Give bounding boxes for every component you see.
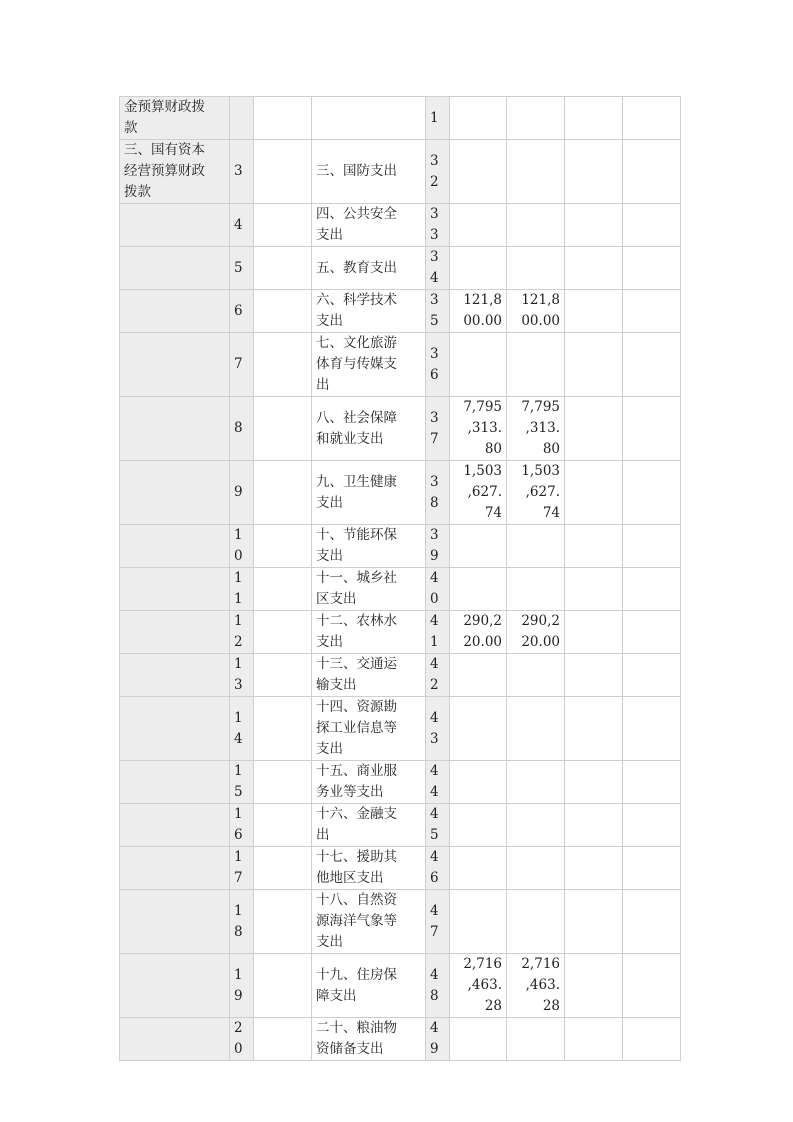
- amount-cell-1: [450, 140, 507, 204]
- line-number-cell: [230, 461, 254, 525]
- empty-cell: [565, 290, 623, 333]
- expense-item-cell: [312, 568, 426, 611]
- line-number-cell-2-text: 3 9: [430, 527, 439, 564]
- line-number-cell-2: [426, 247, 450, 290]
- expense-item-cell-text: 三、国防支出: [316, 163, 397, 179]
- line-number-cell-2-text: 4 4: [430, 763, 439, 800]
- line-number-cell-2: [426, 461, 450, 525]
- left-label-cell: [120, 847, 230, 890]
- expense-item-cell-text: 十八、自然资 源海洋气象等 支出: [316, 892, 397, 950]
- amount-cell-1: [450, 954, 507, 1018]
- expense-item-cell-text: 二十、粮油物 资储备支出: [316, 1020, 397, 1057]
- left-label-cell: [120, 954, 230, 1018]
- line-number-cell-text: 1 0: [234, 527, 243, 564]
- left-label-cell: [120, 890, 230, 954]
- left-label-cell: [120, 461, 230, 525]
- amount-cell-1: [450, 97, 507, 140]
- amount-cell-1: [450, 761, 507, 804]
- expense-item-cell: [312, 697, 426, 761]
- amount-cell-1: [450, 525, 507, 568]
- line-number-cell: [230, 204, 254, 247]
- blank-cell: [254, 247, 312, 290]
- line-number-cell: [230, 804, 254, 847]
- expense-item-cell-text: 十六、金融支 出: [316, 806, 397, 843]
- amount-cell-2: [507, 333, 565, 397]
- line-number-cell-text: 1 6: [234, 806, 243, 843]
- expense-item-cell: [312, 1018, 426, 1061]
- expense-item-cell-text: 九、卫生健康 支出: [316, 473, 397, 511]
- empty-cell: [565, 397, 623, 461]
- table-row: [120, 333, 681, 397]
- empty-cell: [623, 97, 681, 140]
- line-number-cell: [230, 525, 254, 568]
- amount-cell-2-text: 1,503 ,627. 74: [521, 463, 560, 521]
- table-body: [120, 97, 681, 1061]
- line-number-cell-text: 7: [234, 356, 243, 372]
- expense-item-cell-text: 十四、资源勘 探工业信息等 支出: [316, 699, 397, 757]
- blank-cell: [254, 461, 312, 525]
- table-row: [120, 290, 681, 333]
- empty-cell: [623, 140, 681, 204]
- empty-cell: [565, 654, 623, 697]
- expense-item-cell: [312, 461, 426, 525]
- expense-item-cell-text: 八、社会保障 和就业支出: [316, 409, 397, 447]
- line-number-cell-2-text: 4 6: [430, 849, 439, 886]
- expense-item-cell: [312, 397, 426, 461]
- empty-cell: [565, 568, 623, 611]
- empty-cell: [565, 97, 623, 140]
- line-number-cell-2-text: 4 0: [430, 570, 439, 607]
- expense-item-cell-text: 十三、交通运 输支出: [316, 656, 397, 693]
- amount-cell-1: [450, 397, 507, 461]
- blank-cell: [254, 204, 312, 247]
- blank-cell: [254, 847, 312, 890]
- expense-item-cell: [312, 804, 426, 847]
- amount-cell-2: [507, 140, 565, 204]
- amount-cell-1: [450, 290, 507, 333]
- expense-item-cell: [312, 97, 426, 140]
- line-number-cell: [230, 1018, 254, 1061]
- line-number-cell-2: [426, 847, 450, 890]
- left-label-cell: [120, 397, 230, 461]
- line-number-cell-text: 1 8: [234, 902, 243, 940]
- amount-cell-2: [507, 204, 565, 247]
- empty-cell: [565, 611, 623, 654]
- line-number-cell: [230, 611, 254, 654]
- line-number-cell: [230, 890, 254, 954]
- expense-item-cell: [312, 954, 426, 1018]
- line-number-cell-2: [426, 890, 450, 954]
- left-label-cell: [120, 333, 230, 397]
- left-label-cell: [120, 525, 230, 568]
- expense-item-cell-text: 十二、农林水 支出: [316, 613, 397, 650]
- line-number-cell: [230, 97, 254, 140]
- left-label-cell: [120, 654, 230, 697]
- table-row: [120, 1018, 681, 1061]
- line-number-cell: [230, 847, 254, 890]
- line-number-cell-text: 1 5: [234, 763, 243, 800]
- table-row: [120, 568, 681, 611]
- expense-item-cell-text: 十、节能环保 支出: [316, 527, 397, 564]
- left-label-cell: [120, 204, 230, 247]
- empty-cell: [565, 247, 623, 290]
- empty-cell: [565, 890, 623, 954]
- amount-cell-1: [450, 247, 507, 290]
- amount-cell-1-text: 7,795 ,313. 80: [463, 399, 502, 457]
- empty-cell: [623, 247, 681, 290]
- empty-cell: [623, 761, 681, 804]
- line-number-cell-2-text: 3 7: [430, 409, 439, 447]
- table-row: [120, 247, 681, 290]
- line-number-cell-2: [426, 290, 450, 333]
- line-number-cell-2: [426, 568, 450, 611]
- expense-item-cell-text: 十一、城乡社 区支出: [316, 570, 397, 607]
- table-row: [120, 697, 681, 761]
- line-number-cell: [230, 140, 254, 204]
- left-label-cell: [120, 804, 230, 847]
- amount-cell-2: [507, 461, 565, 525]
- empty-cell: [623, 611, 681, 654]
- empty-cell: [623, 333, 681, 397]
- line-number-cell-2-text: 4 3: [430, 709, 439, 747]
- line-number-cell: [230, 761, 254, 804]
- amount-cell-1: [450, 890, 507, 954]
- amount-cell-2: [507, 697, 565, 761]
- line-number-cell-text: 1 7: [234, 849, 243, 886]
- expense-item-cell: [312, 333, 426, 397]
- left-label-cell-text: 三、国有资本 经营预算财政 拨款: [124, 142, 205, 200]
- empty-cell: [623, 654, 681, 697]
- line-number-cell-2-text: 4 2: [430, 656, 439, 693]
- line-number-cell-text: 1 2: [234, 613, 243, 650]
- empty-cell: [623, 847, 681, 890]
- empty-cell: [623, 290, 681, 333]
- left-label-cell: [120, 247, 230, 290]
- line-number-cell-text: 3: [234, 163, 243, 179]
- line-number-cell-2: [426, 333, 450, 397]
- expense-item-cell: [312, 140, 426, 204]
- empty-cell: [565, 804, 623, 847]
- expense-item-cell: [312, 611, 426, 654]
- expense-item-cell: [312, 654, 426, 697]
- empty-cell: [565, 847, 623, 890]
- table-row: [120, 397, 681, 461]
- amount-cell-2: [507, 611, 565, 654]
- empty-cell: [623, 397, 681, 461]
- amount-cell-2: [507, 568, 565, 611]
- line-number-cell-2-text: 4 7: [430, 902, 439, 940]
- left-label-cell: [120, 140, 230, 204]
- line-number-cell-text: 8: [234, 420, 243, 436]
- amount-cell-1: [450, 204, 507, 247]
- left-label-cell-text: 金预算财政拨 款: [124, 99, 205, 136]
- line-number-cell-2: [426, 397, 450, 461]
- line-number-cell: [230, 568, 254, 611]
- expense-item-cell: [312, 890, 426, 954]
- expense-item-cell-text: 十七、援助其 他地区支出: [316, 849, 397, 886]
- line-number-cell: [230, 247, 254, 290]
- expense-item-cell: [312, 761, 426, 804]
- line-number-cell: [230, 397, 254, 461]
- line-number-cell-2-text: 4 5: [430, 806, 439, 843]
- table-row: [120, 654, 681, 697]
- line-number-cell-text: 2 0: [234, 1020, 243, 1057]
- line-number-cell-text: 1 4: [234, 709, 243, 747]
- line-number-cell-text: 5: [234, 259, 243, 276]
- blank-cell: [254, 697, 312, 761]
- line-number-cell-text: 1 9: [234, 966, 243, 1004]
- amount-cell-2: [507, 954, 565, 1018]
- amount-cell-1: [450, 568, 507, 611]
- table-row: [120, 847, 681, 890]
- amount-cell-1-text: 2,716 ,463. 28: [463, 956, 502, 1014]
- expense-item-cell-text: 六、科学技术 支出: [316, 292, 397, 329]
- expense-item-cell-text: 七、文化旅游 体育与传媒支 出: [316, 335, 397, 393]
- amount-cell-1: [450, 654, 507, 697]
- table-row: [120, 761, 681, 804]
- empty-cell: [623, 697, 681, 761]
- amount-cell-2-text: 121,8 00.00: [521, 292, 560, 329]
- left-label-cell: [120, 611, 230, 654]
- blank-cell: [254, 333, 312, 397]
- amount-cell-2: [507, 847, 565, 890]
- line-number-cell-text: 9: [234, 484, 243, 500]
- expense-item-cell: [312, 847, 426, 890]
- left-label-cell: [120, 97, 230, 140]
- line-number-cell: [230, 954, 254, 1018]
- line-number-cell-text: 1 3: [234, 656, 243, 693]
- amount-cell-2-text: 290,2 20.00: [521, 613, 560, 650]
- amount-cell-1-text: 121,8 00.00: [463, 292, 502, 329]
- table-row: [120, 140, 681, 204]
- amount-cell-2: [507, 1018, 565, 1061]
- left-label-cell: [120, 697, 230, 761]
- left-label-cell: [120, 290, 230, 333]
- empty-cell: [623, 204, 681, 247]
- table-row: [120, 97, 681, 140]
- blank-cell: [254, 140, 312, 204]
- line-number-cell-2: [426, 697, 450, 761]
- empty-cell: [623, 1018, 681, 1061]
- amount-cell-1: [450, 804, 507, 847]
- line-number-cell-2-text: 4 1: [430, 613, 439, 650]
- expense-item-cell-text: 五、教育支出: [316, 259, 397, 276]
- blank-cell: [254, 525, 312, 568]
- amount-cell-2: [507, 290, 565, 333]
- line-number-cell-2: [426, 97, 450, 140]
- line-number-cell: [230, 290, 254, 333]
- empty-cell: [565, 461, 623, 525]
- expense-item-cell: [312, 204, 426, 247]
- empty-cell: [623, 525, 681, 568]
- budget-table: [119, 96, 681, 1061]
- empty-cell: [623, 890, 681, 954]
- line-number-cell-2: [426, 1018, 450, 1061]
- blank-cell: [254, 1018, 312, 1061]
- table-row: [120, 890, 681, 954]
- line-number-cell: [230, 654, 254, 697]
- expense-item-cell: [312, 290, 426, 333]
- amount-cell-2: [507, 247, 565, 290]
- blank-cell: [254, 654, 312, 697]
- table-row: [120, 611, 681, 654]
- amount-cell-1-text: 1,503 ,627. 74: [463, 463, 502, 521]
- blank-cell: [254, 954, 312, 1018]
- blank-cell: [254, 290, 312, 333]
- expense-item-cell-text: 十五、商业服 务业等支出: [316, 763, 397, 800]
- amount-cell-2: [507, 890, 565, 954]
- amount-cell-2: [507, 804, 565, 847]
- amount-cell-1-text: 290,2 20.00: [463, 613, 502, 650]
- empty-cell: [623, 804, 681, 847]
- line-number-cell-2-text: 3 2: [430, 152, 439, 190]
- line-number-cell-2-text: 3 6: [430, 345, 439, 383]
- empty-cell: [565, 204, 623, 247]
- amount-cell-1: [450, 847, 507, 890]
- blank-cell: [254, 97, 312, 140]
- line-number-cell-2-text: 3 8: [430, 473, 439, 511]
- empty-cell: [565, 761, 623, 804]
- line-number-cell: [230, 697, 254, 761]
- amount-cell-2: [507, 397, 565, 461]
- amount-cell-1: [450, 697, 507, 761]
- line-number-cell-2: [426, 761, 450, 804]
- line-number-cell: [230, 333, 254, 397]
- line-number-cell-2-text: 4 9: [430, 1020, 439, 1057]
- line-number-cell-2-text: 3 4: [430, 249, 439, 286]
- empty-cell: [565, 333, 623, 397]
- empty-cell: [623, 954, 681, 1018]
- line-number-cell-text: 1 1: [234, 570, 243, 607]
- empty-cell: [565, 525, 623, 568]
- line-number-cell-2-text: 4 8: [430, 966, 439, 1004]
- expense-item-cell: [312, 247, 426, 290]
- line-number-cell-2: [426, 804, 450, 847]
- empty-cell: [565, 954, 623, 1018]
- line-number-cell-2-text: 1: [430, 109, 439, 126]
- line-number-cell-text: 6: [234, 302, 243, 319]
- left-label-cell: [120, 1018, 230, 1061]
- line-number-cell-2: [426, 654, 450, 697]
- blank-cell: [254, 890, 312, 954]
- line-number-cell-2-text: 3 5: [430, 292, 439, 329]
- line-number-cell-2: [426, 204, 450, 247]
- amount-cell-1: [450, 461, 507, 525]
- line-number-cell-2: [426, 954, 450, 1018]
- empty-cell: [565, 140, 623, 204]
- blank-cell: [254, 611, 312, 654]
- empty-cell: [565, 1018, 623, 1061]
- amount-cell-2: [507, 654, 565, 697]
- table-row: [120, 204, 681, 247]
- blank-cell: [254, 397, 312, 461]
- blank-cell: [254, 804, 312, 847]
- expense-item-cell: [312, 525, 426, 568]
- amount-cell-2: [507, 525, 565, 568]
- amount-cell-1: [450, 1018, 507, 1061]
- line-number-cell-text: 4: [234, 216, 243, 233]
- line-number-cell-2-text: 3 3: [430, 206, 439, 243]
- empty-cell: [623, 568, 681, 611]
- amount-cell-2: [507, 761, 565, 804]
- expense-item-cell-text: 十九、住房保 障支出: [316, 966, 397, 1004]
- empty-cell: [623, 461, 681, 525]
- line-number-cell-2: [426, 525, 450, 568]
- amount-cell-2-text: 7,795 ,313. 80: [521, 399, 560, 457]
- amount-cell-1: [450, 333, 507, 397]
- table-row: [120, 461, 681, 525]
- table-row: [120, 954, 681, 1018]
- line-number-cell-2: [426, 611, 450, 654]
- blank-cell: [254, 761, 312, 804]
- amount-cell-2: [507, 97, 565, 140]
- line-number-cell-2: [426, 140, 450, 204]
- amount-cell-1: [450, 611, 507, 654]
- expense-item-cell-text: 四、公共安全 支出: [316, 206, 397, 243]
- left-label-cell: [120, 568, 230, 611]
- blank-cell: [254, 568, 312, 611]
- table-row: [120, 525, 681, 568]
- empty-cell: [565, 697, 623, 761]
- table-row: [120, 804, 681, 847]
- amount-cell-2-text: 2,716 ,463. 28: [521, 956, 560, 1014]
- left-label-cell: [120, 761, 230, 804]
